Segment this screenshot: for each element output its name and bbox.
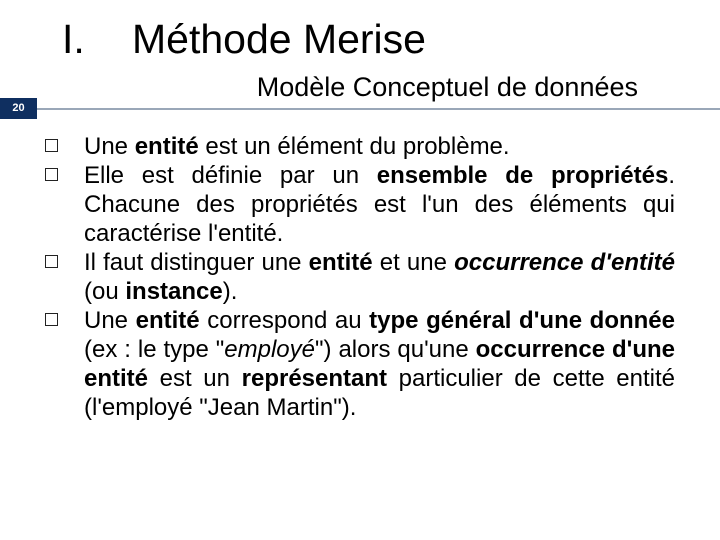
text-run: est un élément du problème.	[198, 133, 510, 160]
text-run: Il faut distinguer une	[84, 249, 309, 276]
square-bullet-icon	[45, 168, 58, 181]
bullet-list	[36, 132, 675, 422]
text-run: Une	[84, 307, 136, 334]
square-bullet-icon	[45, 255, 58, 268]
text-run: entité	[135, 307, 200, 334]
square-bullet-icon	[45, 139, 58, 152]
slide-title	[62, 13, 426, 65]
bullet-text	[84, 306, 675, 422]
text-run: ensemble de propriétés	[376, 162, 669, 189]
bullet-text	[84, 248, 675, 306]
text-run: . Chacune des propriétés est l'un des éléments qui caractérise l'entité.	[84, 162, 675, 247]
bullet-item	[36, 248, 675, 306]
title-text: Méthode Merise	[132, 16, 426, 62]
text-run: particulier de cette entité (l'employé "Jean Martin").	[84, 365, 676, 421]
text-run: occurrence d'entité	[454, 249, 675, 276]
title-number: I.	[62, 16, 85, 62]
text-run: représentant	[241, 365, 388, 392]
text-run: entité	[134, 133, 199, 160]
bullet-text	[84, 132, 675, 161]
square-bullet-icon	[45, 313, 58, 326]
text-run: (ex : le type "	[84, 336, 225, 363]
slide-subtitle: Modèle Conceptuel de données	[256, 72, 638, 102]
text-run: ") alors qu'une	[315, 336, 476, 363]
text-run: correspond au	[199, 307, 370, 334]
text-run: entité	[308, 249, 373, 276]
text-run: ).	[222, 278, 238, 305]
bullet-text	[84, 161, 675, 248]
text-run: (ou	[84, 278, 126, 305]
bullet-item	[36, 306, 675, 422]
text-run: est un	[148, 365, 242, 392]
text-run: et une	[372, 249, 455, 276]
bullet-item	[36, 132, 675, 161]
text-run: Une	[84, 133, 135, 160]
page-number-badge: 20	[0, 98, 37, 119]
text-run: instance	[125, 278, 223, 305]
bullet-item	[36, 161, 675, 248]
text-run: employé	[224, 336, 315, 363]
text-run: type général d'une donnée	[369, 307, 675, 334]
header-divider	[0, 108, 720, 110]
text-run: Elle est définie par un	[84, 162, 377, 189]
text-run: occurrence d'une entité	[84, 336, 675, 392]
